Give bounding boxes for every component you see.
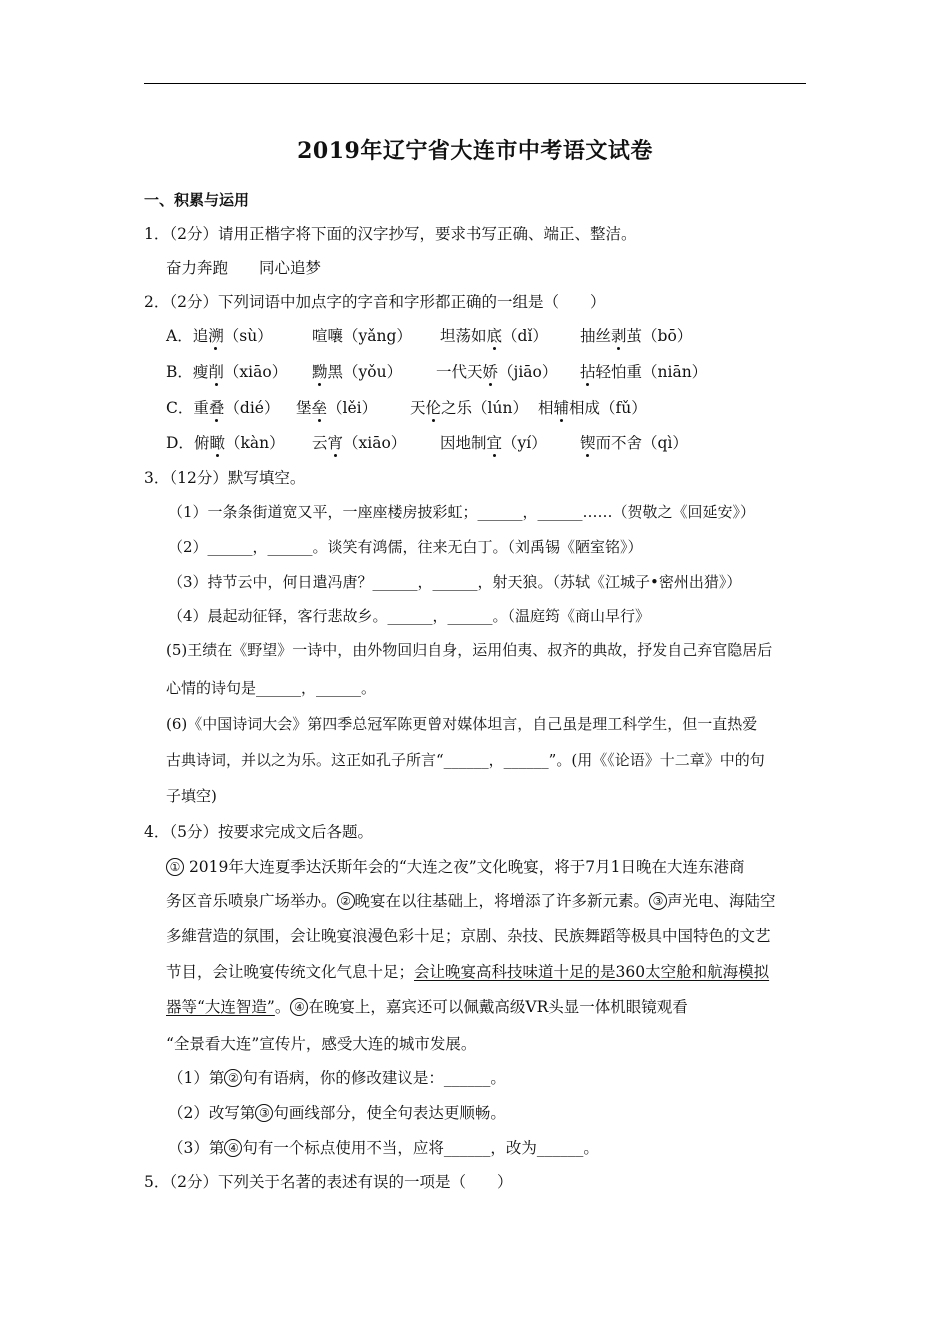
q2-option-b-word3: 一代天娇（jiāo） bbox=[436, 363, 558, 381]
q5-stem: 5．（2分）下列关于名著的表述有误的一项是（ ） bbox=[144, 1173, 513, 1191]
q3-stem: 3．（12分）默写填空。 bbox=[144, 469, 306, 487]
q1-stem: 1．（2分）请用正楷字将下面的汉字抄写，要求书写正确、端正、整洁。 bbox=[144, 225, 637, 243]
q2-option-b-word4: 拈轻怕重（niān） bbox=[580, 363, 708, 381]
q2-option-d: D．俯瞰（kàn） bbox=[166, 434, 285, 452]
q3-item-6-line1: (6)《中国诗词大会》第四季总冠军陈更曾对媒体坦言，自己虽是理工科学生，但一直热爱 bbox=[166, 715, 758, 733]
q3-item-5-line2: 心情的诗句是______，______。 bbox=[166, 679, 377, 697]
q4-item-3: （3）第 ④ 句有一个标点使用不当，应将______，改为______。 bbox=[168, 1139, 599, 1157]
page-title: 2019年辽宁省大连市中考语文试卷 bbox=[297, 138, 653, 164]
q2-option-b: B．瘦削（xiāo） bbox=[166, 363, 288, 381]
q4-item-2: （2）改写第 ③ 句画线部分，使全句表达更顺畅。 bbox=[168, 1104, 506, 1122]
q2-stem: 2．（2分）下列词语中加点字的字音和字形都正确的一组是（ ） bbox=[144, 293, 606, 311]
section-heading: 一、积累与运用 bbox=[144, 191, 250, 209]
q2-option-d-word4: 锲而不舍（qì） bbox=[580, 434, 688, 452]
q4-passage-line5: 器等“大连智造”。 ④ 在晚宴上，嘉宾还可以佩戴高级VR头显一体机眼镜观看 bbox=[166, 998, 688, 1016]
q4-passage-line2: 务区音乐喷泉广场举办。 ② 晚宴在以往基础上，将增添了许多新元素。 ③ 声光电、海陆空 bbox=[166, 892, 776, 910]
q3-item-4: （4）晨起动征铎，客行悲故乡。______，______。（温庭筠《商山早行》 bbox=[168, 607, 651, 625]
q2-option-a-word2: 喧嚷（yǎng） bbox=[312, 327, 412, 345]
q3-item-3: （3）持节云中，何日遣冯唐？______，______，射天狼。（苏轼《江城子•密州出猎》） bbox=[168, 573, 742, 591]
q2-option-c-word3: 天伦之乐（lún） bbox=[410, 399, 528, 417]
q2-option-a: A．追溯（sù） bbox=[166, 327, 273, 345]
header-rule bbox=[144, 83, 806, 84]
q3-item-2: （2）______，______。谈笑有鸿儒，往来无白丁。（刘禹锡《陋室铭》） bbox=[168, 538, 643, 556]
q4-passage-line4: 节目，会让晚宴传统文化气息十足；会让晚宴高科技味道十足的是360太空舱和航海模拟 bbox=[166, 963, 770, 981]
q2-option-c-word4: 相辅相成（fǔ） bbox=[538, 399, 647, 417]
q3-item-1: （1）一条条街道宽又平，一座座楼房披彩虹；______，______……（贺敬之《回延安》） bbox=[168, 503, 756, 521]
q2-option-d-word2: 云宵（xiāo） bbox=[312, 434, 407, 452]
q1-text: 奋力奔跑 同心追梦 bbox=[166, 259, 322, 277]
q2-option-c: C．重叠（dié） bbox=[166, 399, 280, 417]
q4-passage-line6: “全景看大连”宣传片，感受大连的城市发展。 bbox=[166, 1035, 477, 1053]
q4-stem: 4．（5分）按要求完成文后各题。 bbox=[144, 823, 373, 841]
q4-item-1: （1）第 ② 句有语病，你的修改建议是：______。 bbox=[168, 1069, 506, 1087]
q2-option-d-word3: 因地制宜（yí） bbox=[440, 434, 547, 452]
q3-item-6-line2: 古典诗词，并以之为乐。这正如孔子所言“______，______”。(用《《论语》十二章》中的句 bbox=[166, 751, 765, 769]
q2-option-b-word2: 黝黑（yǒu） bbox=[312, 363, 403, 381]
q2-option-c-word2: 堡垒（lěi） bbox=[296, 399, 378, 417]
q4-passage-line1: ① 2019年大连夏季达沃斯年会的“大连之夜”文化晚宴，将于7月1日晚在大连东港商 bbox=[166, 857, 744, 877]
q3-item-6-line3: 子填空) bbox=[166, 787, 217, 805]
q2-option-a-word3: 坦荡如底（dǐ） bbox=[440, 327, 548, 345]
q3-item-5-line1: (5)王绩在《野望》一诗中，由外物回归自身，运用伯夷、叔齐的典故，抒发自己弃官隐居后 bbox=[166, 641, 773, 659]
q2-option-a-word4: 抽丝剥茧（bō） bbox=[580, 327, 693, 345]
q4-passage-line3: 多維营造的氛围，会让晚宴浪漫色彩十足；京剧、杂技、民族舞蹈等极具中国特色的文艺 bbox=[166, 927, 771, 945]
